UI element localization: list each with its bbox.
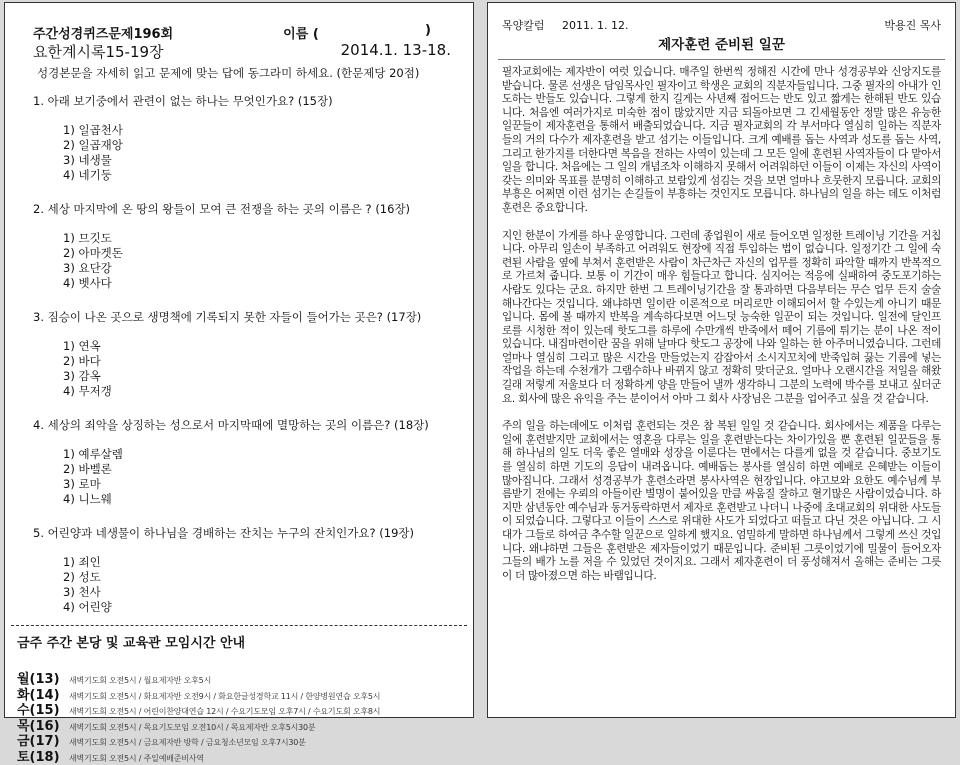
option-3: 3) 천사 <box>63 585 101 599</box>
schedule-text: 새벽기도회 오전5시 / 금요제자반 방학 / 금요청소년모임 오후7시30분 <box>69 738 306 747</box>
quiz-header <box>33 23 451 41</box>
schedule-day: 화(14) <box>17 687 60 703</box>
option-1: 1) 예루살렘 <box>63 447 123 461</box>
options <box>63 555 451 615</box>
option-4: 4) 무저갱 <box>63 384 112 398</box>
option-1: 1) 므깃도 <box>63 231 112 245</box>
column-paragraph-2: 지인 한분이 가게를 하나 운영합니다. 그런데 종업원이 새로 들어오면 일정한 트레이닝 기간을 거칩니다. 아무리 일손이 부족하고 어려워도 현장에 직접 투입하는 법이 없습니다. 일정기간 그 일에 숙련된 사람을 옆에 부쳐서 훈련받은 사람이 차근차근 자신의 업무를 정확히 파악할 때까지 반복적으로 가르쳐 줍니다. 보통 이 기간이 매우 힘들다고 합니다. 심지어는 적응에 실패하여 중도포기하는 사람도 있다는 군요. 하지만 한번 그 트레이닝기간을 잘 통과하면 다음부터는 무슨 업무 든지 술술 해나간다는 것입니다. 왜냐하면 일이란 이론적으로 머리로만 이해되어서 할 수있는게 아니기 때문입니다. 몸에 볼 때까지 반복을 계속하다보면 어느덧 능숙한 일꾼이 되는 것입니다. 일전에 달인프로를 시청한 적이 있는데 핫도그를 하루에 수만개씩 반죽에서 떼어 기름에 튀기는 분이 나온 적이 있습니다. 내집마련이란 꿈을 위해 날마다 핫도그 공장에 나와 일하는 한 아주머니였습니다. 그런데 얼마나 열심히 그리고 많은 시간을 만들었는지 감잡아서 소시지꼬치에 반죽입혀 끓는 기름에 넣는 작업을 하는데 수천개가 그램수하나 바뀌지 않고 정확히 맞더군요. 얼마나 오랜시간을 저일을 해왔길래 저렇게 저울보다 더 정확하게 양을 만들어 낼까 생각하니 그분의 노력에 박수를 보내고 싶더군요. 회사에 많은 유익을 주는 분이어서 아마 그 회사 사장님은 그분을 업어주고 싶을 것 같습니다. <box>502 229 941 405</box>
column-date: 2011. 1. 12. <box>562 19 629 32</box>
option-3: 3) 감옥 <box>63 369 101 383</box>
question-text: 4. 세상의 죄악을 상징하는 성으로서 마지막때에 멸망하는 곳의 이름은? (18장) <box>33 418 429 432</box>
schedule-day: 월(13) <box>17 672 60 687</box>
name-label: 이름 ( <box>283 27 319 42</box>
question-text: 5. 어린양과 네생물이 하나님을 경배하는 잔치는 누구의 잔치인가요? (19장) <box>33 526 414 540</box>
title-rule <box>498 59 945 60</box>
option-1: 1) 연옥 <box>63 339 101 353</box>
section-divider <box>11 625 467 626</box>
schedule-text: 새벽기도회 오전5시 / 화요제자반 오전9시 / 화요한글성경학교 11시 / 한양병원연습 오후5시 <box>69 691 381 701</box>
quiz-page <box>4 2 474 765</box>
schedule-text: 새벽기도회 오전5시 / 주일예배준비사역 <box>69 753 204 763</box>
column-author: 박용진 목사 <box>884 19 941 32</box>
schedule-day: 토(18) <box>17 749 60 765</box>
quiz-instruction: 성경본문을 자세히 읽고 문제에 맞는 답에 동그라미 하세요. (한문제당 20점) <box>37 66 420 80</box>
option-4: 4) 네기둥 <box>63 168 112 182</box>
schedule-text: 새벽기도회 오전5시 / 목요기도모임 오전10시 / 목요제자반 오후5시30분 <box>69 722 316 732</box>
schedule-day: 수(15) <box>17 703 60 718</box>
option-2: 2) 아마겟돈 <box>63 246 123 260</box>
question-text: 2. 세상 마지막에 온 땅의 왕들이 모여 큰 전쟁을 하는 곳의 이름은 ? (16장) <box>33 202 411 216</box>
scripture-range: 요한계시록15-19장 <box>33 43 164 61</box>
option-4: 4) 니느웨 <box>63 492 112 506</box>
option-3: 3) 네생물 <box>63 153 112 167</box>
schedule-list <box>17 668 451 765</box>
column-paragraph-1: 필자교회에는 제자반이 여럿 있습니다. 매주일 한번씩 정해진 시간에 만나 성경공부와 신앙지도를 받습니다. 물론 선생은 담임목사인 필자이고 학생은 교회의 직분자들입니다. 그중 필자의 아내가 인도하는 반들도 있습니다. 그렇게 한지 길게는 사년째 접어드는 반도 있고 짧게는 한해된 반도 있습니다. 처음엔 여러가지로 미숙한 점이 많았지만 지금 되돌아보면 그 긴세월동안 정말 많은 유능한 일꾼들이 제자훈련을 통해서 배출되었습니다. 지금 필자교회의 각 부서마다 열심히 일하는 직분자들의 거의 다수가 제자훈련을 받고 섬기는 이들입니다. 크게 예배를 돕는 사역과 성도를 돕는 사역, 그리고 한가지를 더한다면 복음을 전하는 사역이 있는데 그 모든 일에 훈련된 사역자들이 다 맡아서 일을 합니다. 처음에는 그 일의 개념조차 이해하지 못해서 어려워하던 이들이 이제는 자신의 사역이 갖는 의미와 목표를 분명히 이해하고 보람있게 섬김는 것을 보면 얼마나 흐뭇한지 모릅니다. 교회의 부흥은 어쩌면 이런 섬기는 손길들이 부흥하는 것인지도 모릅니다. 하나님의 일을 하는 데도 이처럼 훈련은 중요합니다. <box>502 66 941 214</box>
column-title: 제자훈련 준비된 일꾼 <box>658 37 785 53</box>
quiz-date: 2014.1. 13-18. <box>340 41 451 59</box>
options <box>63 231 451 291</box>
option-3: 3) 요단강 <box>63 261 112 275</box>
column-page <box>487 2 956 718</box>
option-4: 4) 어린양 <box>63 600 112 614</box>
question-3 <box>33 309 451 399</box>
schedule-title: 금주 주간 본당 및 교육관 모임시간 안내 <box>17 636 246 651</box>
question-text: 1. 아래 보기중에서 관련이 없는 하나는 무엇인가요? (15장) <box>33 94 333 108</box>
schedule-row <box>17 668 451 687</box>
option-1: 1) 죄인 <box>63 555 101 569</box>
schedule-day: 목(16) <box>17 718 60 734</box>
column-paragraph-3: 주의 일을 하는데에도 이처럼 훈련되는 것은 참 복된 일일 것 같습니다. 회사에서는 제품을 다루는 일에 훈련받지만 교회에서는 영혼을 다루는 일을 훈련받는다는 차이가있을 뿐 훈련된 일꾼들을 통해 하나님의 일도 더욱 좋은 열매와 성장을 이룬다는 면에서는 다를게 없을 것 같습니다. 중보기도를 열심히 하면 기도의 응답이 내려옵니다. 예배돕는 봉사를 열심히 하면 예배로 은혜받는 이들이 많아집니다. 그래서 성경공부가 훈련소라면 봉사사역은 현장입니다. 야고보와 요한도 예수님께 부름받기 전에는 우뢰의 아들이란 별명이 붙어있을 만큼 싸움질 잘하고 혈기많은 사람이었습니다. 하지만 삼년동안 예수님과 동거동락하면서 제자로 훈련받고 나더니 나중에 초대교회의 위대한 사도들이 되었습니다. 그렇다고 이들이 스스로 위대한 사도가 되었다고 떠들고 다닌 것은 아닙니다. 그 시대가 그들로 하여금 추수할 일꾼으로 일하게 했지요. 엄밀하게 말하면 하나님께서 그렇게 쓰신 것입니다. 왜냐하면 그들은 훈련받은 제자들이었기 때문입니다. 준비된 그릇이었기에 밀물이 들어오자 그들의 배가 노를 저을 수 있었던 것이지요. 그래서 제자훈련이 더 풍성해져서 올해는 준비는 그릇이 더 많아졌으면 하는 바램입니다. <box>502 420 941 582</box>
quiz-title: 주간성경퀴즈문제196회 <box>33 27 174 42</box>
column-header <box>502 17 941 31</box>
quiz-subheader <box>33 41 451 63</box>
option-2: 2) 성도 <box>63 570 101 584</box>
question-4 <box>33 417 451 507</box>
column-label: 목양칼럼 <box>502 19 545 32</box>
options <box>63 447 451 507</box>
option-2: 2) 일곱재앙 <box>63 138 123 152</box>
options <box>63 339 451 399</box>
option-3: 3) 로마 <box>63 477 101 491</box>
question-2 <box>33 201 451 291</box>
option-4: 4) 벳사다 <box>63 276 112 290</box>
option-2: 2) 바벨론 <box>63 462 112 476</box>
question-text: 3. 짐승이 나온 곳으로 생명책에 기록되지 못한 자들이 들어가는 곳은? (17장) <box>33 310 422 324</box>
name-close: ) <box>425 23 431 38</box>
schedule-day: 금(17) <box>17 734 60 749</box>
schedule-text: 새벽기도회 오전5시 / 월요제자반 오후5시 <box>69 676 212 685</box>
option-1: 1) 일곱천사 <box>63 123 123 137</box>
schedule-text: 새벽기도회 오전5시 / 어린이찬양대연습 12시 / 수요기도모임 오후7시 / 수요기도회 오후8시 <box>69 707 381 716</box>
options <box>63 123 451 183</box>
question-5 <box>33 525 451 615</box>
question-1 <box>33 93 451 183</box>
option-2: 2) 바다 <box>63 354 101 368</box>
